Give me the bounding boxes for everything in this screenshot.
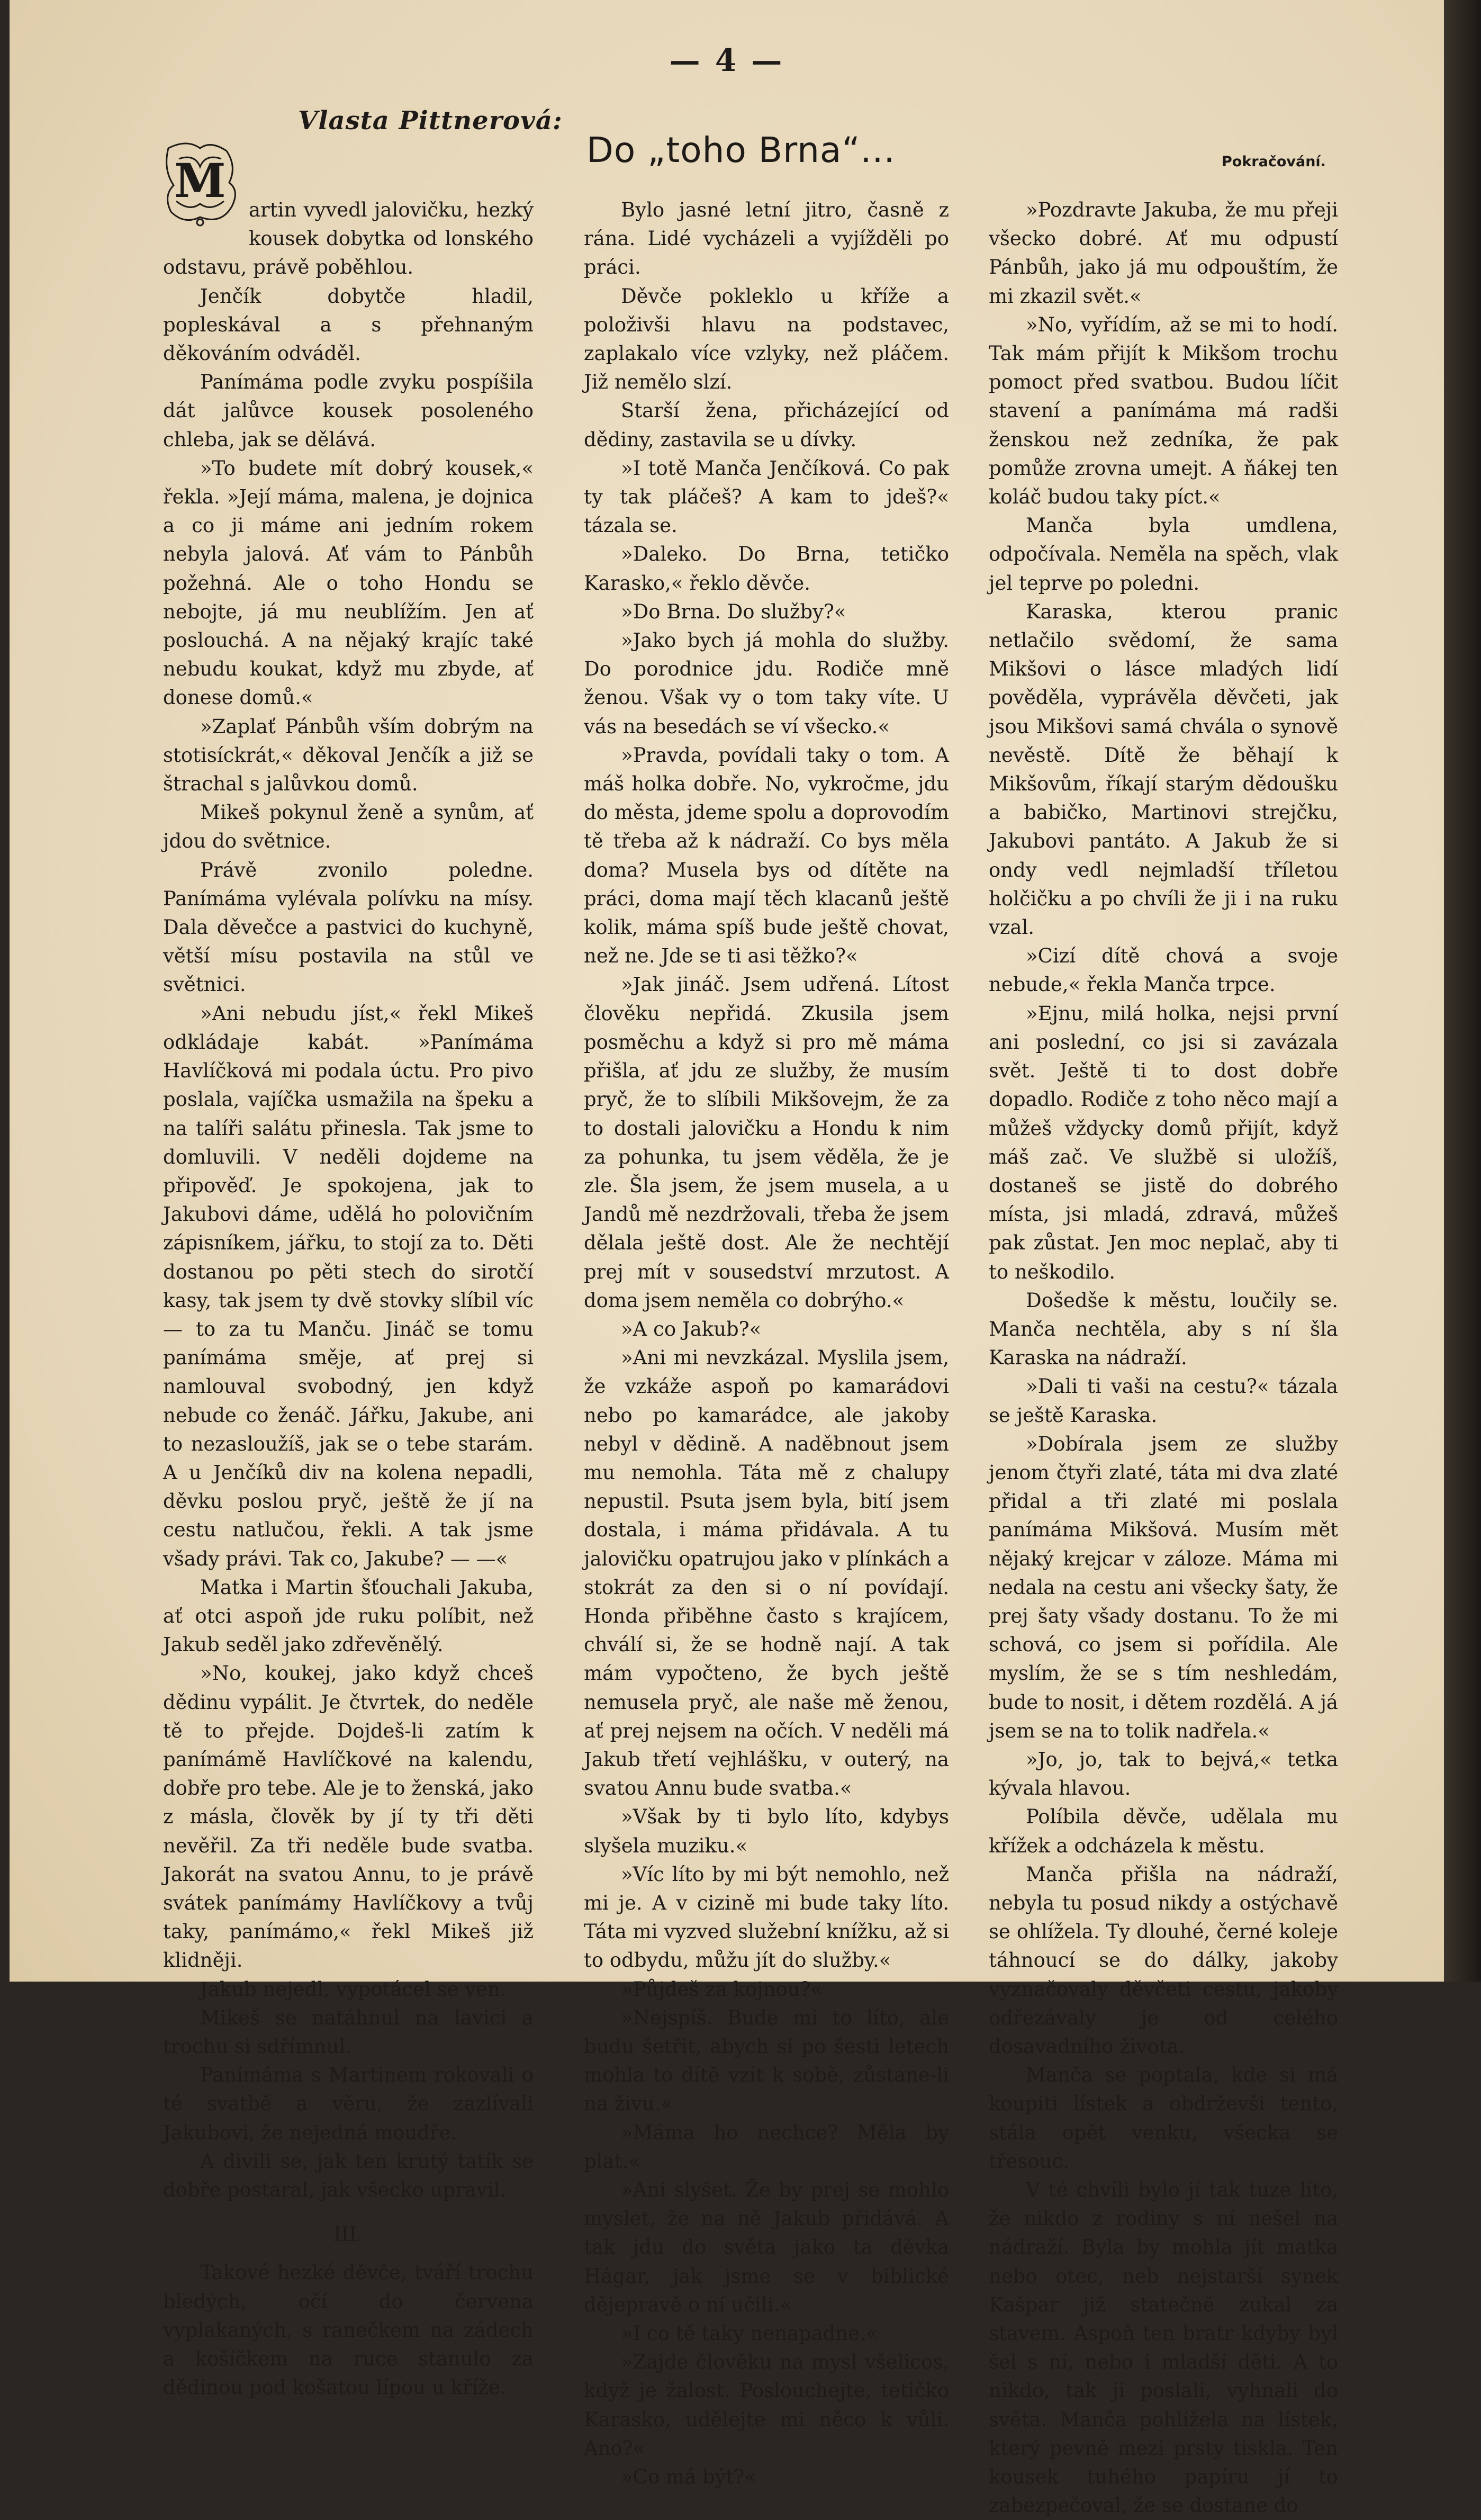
paragraph: »Dali ti vaši na cestu?« tázala se ještě Karaska. <box>989 1375 1338 1427</box>
paragraph: Panímáma podle zvyku pospíšila dát jalůvce kousek posoleného chleba, jak se dělává. <box>163 371 534 451</box>
paragraph: »Pravda, povídali taky o tom. A máš holka dobře. No, vykročme, jdu do města, jdeme spolu a doprovodím tě třeba až k nádraží. Co bys měla doma? Musela bys od dítěte na práci, doma mají těch klacanů ještě kolik, máma spíš bude ještě chovat, než ne. Jde se ti asi těžko?« <box>584 743 949 968</box>
paragraph: Panímáma s Martinem rokovali o té svatbě a věru, že zazlívali Jakubovi, že nejedná moudře. <box>163 2064 534 2144</box>
paragraph: »Cizí dítě chová a svoje nebude,« řekla Manča trpce. <box>989 944 1338 996</box>
paragraph: »I co tě taky nenapadne.« <box>621 2322 878 2345</box>
drop-cap-ornament <box>158 138 242 228</box>
paragraph: »Jak jináč. Jsem udřená. Lítost člověku nepřidá. Zkusila jsem posměchu a když si pro mě máma přišla, ať jdu ze služby, že musím pryč, že to slíbili Mikšovejm, že za to dostali jalovičku a Hondu k nim za pohunka, tu jsem věděla, že je zle. Šla jsem, že jsem musela, a u Jandů mě nezdržovali, třeba že jsem dělala ještě dost. Ale že nechtějí prej mít v sousedství mrzutost. A doma jsem neměla co dobrýho.« <box>584 973 949 1312</box>
paragraph: Starší žena, přicházející od dědiny, zastavila se u dívky. <box>584 399 949 451</box>
paragraph: »Co má být?« <box>621 2465 756 2489</box>
paragraph: »Ani nebudu jíst,« řekl Mikeš odkládaje kabát. »Panímáma Havlíčková mi podala úctu. Pro pivo poslala, vajíčka usmažila na špeku a na talíři salátu přinesla. Tak jsme to domluvili. V neděli dojdeme na připověď. Je spokojena, jak to Jakubovi dáme, udělá ho polovičním zápisníkem, jářku, to stojí za to. Děti dostanou po pěti stech do sirotčí kasy, tak jsem ty dvě stovky slíbil víc — to za tu Manču. Jináč se tomu panímáma směje, ať prej si namlouval svobodný, jen když nebude co ženáč. Jářku, Jakube, ani to nezasloužíš, jak se o tebe starám. A u Jenčíků div na kolena nepadli, děvku poslou pryč, ještě že jí na cestu natlučou, řekli. A tak jsme všady právi. Tak co, Jakube? — —« <box>163 1002 534 1570</box>
paragraph: »Jo, jo, tak to bejvá,« tetka kývala hlavou. <box>989 1748 1338 1800</box>
paragraph: »Dobírala jsem ze služby jenom čtyři zlaté, táta mi dva zlaté přidal a tři zlaté mi poslala panímáma Mikšová. Musím mět nějaký krejcar v záloze. Máma mi nedala na cestu ani všecky šaty, že prej šaty všady dostanu. To že mi schová, co jsem si pořídila. Ale myslím, že se s tím neshledám, bude to nosit, i dětem rozdělá. A já jsem se na to tolik nadřela.« <box>989 1432 1338 1742</box>
paragraph: »Půjdeš za kojnou?« <box>621 1977 823 2001</box>
page-edge-shadow <box>1444 0 1481 1982</box>
paragraph: Došedše k městu, loučily se. Manča nechtěla, aby s ní šla Karaska na nádraží. <box>989 1289 1338 1370</box>
paragraph: V té chvíli bylo jí tak tuze líto, že nikdo z rodiny s ní nešel na nádraží. Byla by mohla jít matka nebo otec, neb nejstarší synek Kašpar již statečně zukal za stavem. Aspoň ten bratr kdyby byl šel s ní, nebo i mladší děti. A to nikdo, tak ji poslali, vyhnali do světa. Manča pohlížela na lístek, který pevně mezi prsty tiskla. Ten kousek tuhého papíru jí to zabezpečoval, že se dostane do <box>989 2179 1338 2517</box>
paragraph: »Daleko. Do Brna, tetičko Karasko,« řeklo děvče. <box>584 543 949 595</box>
paragraph: »Jako bych já mohla do služby. Do porodnice jdu. Rodiče mně ženou. Však vy o tom taky víte. U vás na besedách se ví všecko.« <box>584 629 949 738</box>
paragraph: Mikeš se natáhnul na lavici a trochu si sdřímnul. <box>163 2006 534 2058</box>
paragraph: Bylo jasné letní jitro, časně z rána. Lidé vycházeli a vyjížděli po práci. <box>584 199 949 279</box>
continued-note: Pokračování. <box>1222 154 1326 170</box>
paragraph: »Nejspíš. Bude mi to líto, ale budu šetřit, abych si po šesti letech mohla to dítě vzít k sobě, zůstane-li na živu.« <box>584 2006 949 2116</box>
article-title: Do „toho Brna“... <box>586 130 896 170</box>
paragraph: Políbila děvče, udělala mu křížek a odcházela k městu. <box>989 1805 1338 1857</box>
paragraph: A divili se, jak ten krutý tatík se dobře postaral, jak všecko upravil. <box>163 2149 534 2202</box>
paragraph: »Ani mi nevzkázal. Myslila jsem, že vzkáže aspoň po kamarádovi nebo po kamarádce, ale jakoby nebyl v dědině. A naděbnout jsem mu nemohla. Táta mě z chalupy nepustil. Psuta jsem byla, bití jsem dostala, i máma přidávala. A tu jalovičku opatrujou jako v plínkách a stokrát za den si o ní povídají. Honda přiběhne často s krajícem, chválí si, že se hodně nají. A tak mám vypočteno, že bych ještě nemusela pryč, ale naše mě ženou, ať prej nejsem na očích. V neděli má Jakub třetí vejhlášku, v outerý, na svatou Annu bude svatba.« <box>584 1346 949 1800</box>
paragraph: »No, vyřídím, až se mi to hodí. Tak mám přijít k Mikšom trochu pomoct před svatbou. Budou líčit stavení a panímáma má radši ženskou než zedníka, že pak pomůže zrovna umejt. A ňákej ten koláč budou taky píct.« <box>989 313 1338 509</box>
column-2 <box>584 196 949 2491</box>
paragraph: Děvče pokleklo u kříže a položivši hlavu na podstavec, zaplakalo více vzlyky, než pláčem. Již nemělo slzí. <box>584 284 949 394</box>
paragraph: Matka i Martin šťouchali Jakuba, ať otci aspoň jde ruku políbit, než Jakub seděl jako zdřevěnělý. <box>163 1576 534 1657</box>
column-3 <box>989 196 1338 2520</box>
paragraph: Manča byla umdlena, odpočívala. Neměla na spěch, vlak jel teprve po poledni. <box>989 514 1338 595</box>
paragraph: Jakub nejedl, vypotácel se ven. <box>200 1977 507 2001</box>
paragraph: Manča se poptala, kde si má koupiti lístek a obdrževši tento, stála opět venku, všecka se třesouc. <box>989 2064 1338 2173</box>
newspaper-page <box>10 0 1444 2517</box>
paragraph: artin vyvedl jalovičku, hezký kousek dobytka od lonského odstavu, právě poběhlou. <box>163 199 534 279</box>
paragraph: »A co Jakub?« <box>621 1317 762 1340</box>
column-1 <box>163 153 534 2402</box>
paragraph: »Máma ho nechce? Měla by plat.« <box>584 2121 949 2173</box>
paragraph: Karaska, kterou pranic netlačilo svědomí, že sama Mikšovi o lásce mladých lidí pověděla, vyprávěla děvčeti, jak jsou Mikšovi samá chvála o synově nevěstě. Dítě že běhají k Mikšovům, říkají starým dědoušku a babičko, Martinovi strejčku, Jakubovi pantáto. A Jakub že si ondy vedl nejmladší tříletou holčičku a po chvíli že ji i na ruku vzal. <box>989 600 1338 939</box>
paragraph: »Víc líto by mi být nemohlo, než mi je. A v cizině mi bude taky líto. Táta mi vyzved služební knížku, až si to odbydu, můžu jít do služby.« <box>584 1862 949 1972</box>
paragraph: »Však by ti bylo líto, kdybys slyšela muziku.« <box>584 1805 949 1857</box>
paragraph: Právě zvonilo poledne. Panímáma vylévala polívku na mísy. Dala děvečce a pastvici do kuchyně, větší mísu postavila na stůl ve světnici. <box>163 858 534 996</box>
paragraph: Mikeš pokynul ženě a synům, ať jdou do světnice. <box>163 801 534 853</box>
paragraph: »No, koukej, jako když chceš dědinu vypálit. Je čtvrtek, do neděle tě to přejde. Dojdeš-li zatím k panímámě Havlíčkové na kalendu, dobře pro tebe. Ale je to ženská, jako z másla, člověk by jí ty tři děti nevěřil. Za tři neděle bude svatba. Jakorát na svatou Annu, to je právě svátek panímámy Havlíčkovy a tvůj taky, panímámo,« řekl Mikeš již klidněji. <box>163 1662 534 1972</box>
paragraph: Jenčík dobytče hladil, popleskával a s přehnaným děkováním odváděl. <box>163 284 534 365</box>
paragraph: Manča přišla na nádraží, nebyla tu posud nikdy a ostýchavě se ohlížela. Ty dlouhé, černé koleje táhnoucí se do dálky, jakoby vyznačovaly děvčeti cestu, jakoby odřezávaly je od celého dosavadního života. <box>989 1862 1338 2058</box>
paragraph: »To budete mít dobrý kousek,« řekla. »Její máma, malena, je dojnica a co ji máme ani jedním rokem nebyla jalová. Ať vám to Pánbůh požehná. Ale o toho Hondu se nebojte, já mu neublížím. Jen ať poslouchá. A na nějaký krajíc také nebudu koukat, když mu zbyde, ať donese domů.« <box>163 456 534 709</box>
drop-cap-letter: M <box>174 153 226 208</box>
paragraph: »Do Brna. Do služby?« <box>621 600 846 623</box>
paragraph: »Ani slyšet. Že by prej se mohlo myslet, že na ně Jakub přidává. A tak jdu do světa jako ta děvka Hágar, jak jsme se v biblické dějepravě o ní učili.« <box>584 2179 949 2316</box>
paragraph: »Ejnu, milá holka, nejsi první ani poslední, co jsi si zavázala svět. Ještě ti to dost dobře dopadlo. Rodiče z toho něco mají a můžeš vždycky domů přijít, když máš zač. Ve službě si uložíš, dostaneš se jistě do dobrého místa, jsi mladá, zdravá, můžeš pak zůstat. Jen moc neplač, aby ti to neškodilo. <box>989 1002 1338 1283</box>
section-heading: III. <box>333 2223 363 2246</box>
paragraph: »Zajde člověku na mysl všelicos, když je žalost. Poslouchejte, tetičko Karasko, udělejte mi něco k vůli. Ano?« <box>584 2351 949 2460</box>
paragraph: »Pozdravte Jakuba, že mu přeji všecko dobré. Ať mu odpustí Pánbůh, jako já mu odpouštím, že mi zkazil svět.« <box>989 199 1338 308</box>
author-byline: Vlasta Pittnerová: <box>298 106 563 136</box>
paragraph: Takové hezké děvče, tváří trochu bledých, očí do červena vyplakaných, s ranečkem na zádech a košíčkem na ruce stanulo za dědinou pod košatou lípou u kříže. <box>163 2261 534 2399</box>
paragraph: »I totě Manča Jenčíková. Co pak ty tak pláčeš? A kam to jdeš?« tázala se. <box>584 456 949 537</box>
paragraph: »Zaplať Pánbůh vším dobrým na stotisíckrát,« děkoval Jenčík a již se štrachal s jalůvkou domů. <box>163 715 534 796</box>
page-number: — 4 — <box>669 42 784 78</box>
